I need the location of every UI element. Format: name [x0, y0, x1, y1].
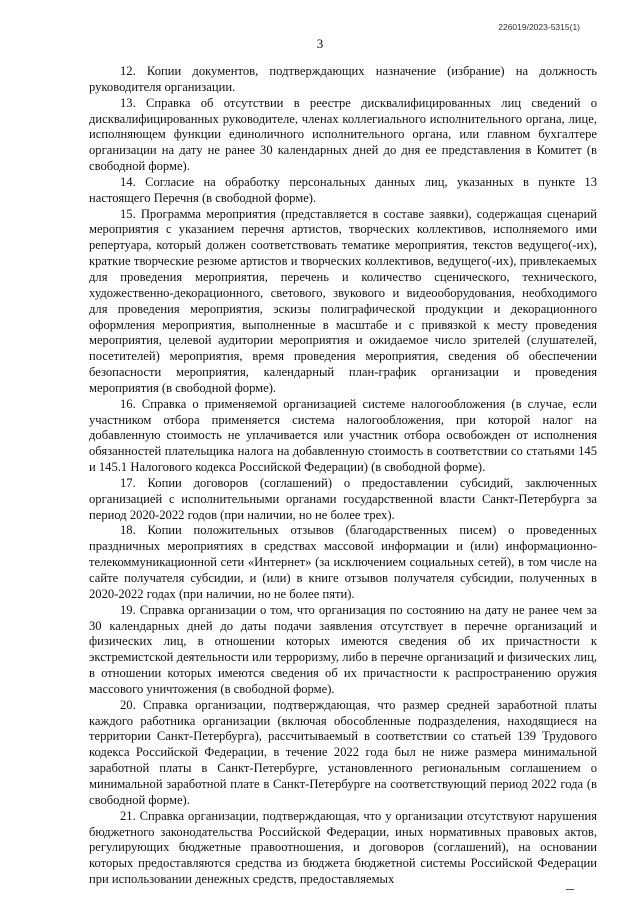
list-item-20: 20. Справка организации, подтверждающая, что размер средней заработной платы каждого работника организации (включая обособленные подразделения, находящиеся на территории Санкт-Петербурга), рассчитываемый в соответствии со статьей 139 Трудового кодекса Российской Федерации, в течение 2022 года был не ниже размера минимальной заработной платы в Санкт-Петербурге, установленного региональным соглашением о минимальной заработной плате в Санкт-Петербурге на соответствующий период 2022 года (в свободной форме). — [89, 697, 597, 807]
list-item-16: 16. Справка о применяемой организацией системе налогообложения (в случае, если участником отбора применяется система налогообложения, при которой налог на добавленную стоимость не уплачивается или участник отбора освобожден от исполнения обязанностей плательщика налога на добавленную стоимость в соответствии со статьями 145 и 145.1 Налогового кодекса Российской Федерации) (в свободной форме). — [89, 396, 597, 475]
list-item-12: 12. Копии документов, подтверждающих назначение (избрание) на должность руководителя организации. — [89, 64, 597, 94]
list-item-18: 18. Копии положительных отзывов (благодарственных писем) о проведенных праздничных мероприятиях в средствах массовой информации и (или) информационно-телекоммуникационной сети «Интернет» (за исключением социальных сетей), в том числе на сайте получателя субсидии, и (или) в книге отзывов получателя субсидии, полученных в 2020-2022 годах (при наличии, но не более пяти). — [89, 523, 597, 601]
list-item-17: 17. Копии договоров (соглашений) о предоставлении субсидий, заключенных организацией с исполнительными органами государственной власти Санкт-Петербурга за период 2020-2022 годов (при наличии, но не более трех). — [89, 475, 597, 522]
document-id: 226019/2023-5315(1) — [498, 22, 580, 32]
list-item-13: 13. Справка об отсутствии в реестре дисквалифицированных лиц сведений о дисквалифицированных руководителе, членах коллегиального исполнительного органа, лице, исполняющем функции единоличного исполнительного органа, или главном бухгалтере организации на дату не ранее 30 календарных дней до дня ее представления в Комитет (в свободной форме). — [89, 95, 597, 174]
list-item-21: 21. Справка организации, подтверждающая, что у организации отсутствуют нарушения бюджетного законодательства Российской Федерации, иных нормативных правовых актов, регулирующих бюджетные правоотношения, и договоров (соглашений), на основании которых предоставляются средства из бюджета бюджетной системы Российской Федерации при использовании денежных средств, предоставляемых — [89, 808, 597, 887]
list-item-14: 14. Согласие на обработку персональных данных лиц, указанных в пункте 13 настоящего Перечня (в свободной форме). — [89, 174, 597, 205]
page-number: 3 — [316, 36, 324, 51]
scan-mark — [566, 889, 574, 890]
list-item-19: 19. Справка организации о том, что организация по состоянию на дату не ранее чем за 30 календарных дней до даты подачи заявления отсутствует в перечне организаций и физических лиц, в отношении которых имеются сведения об их причастности к экстремистской деятельности или терроризму, либо в перечне организаций и физических лиц, в отношении которых имеются сведения об их причастности к распространению оружия массового уничтожения (в свободной форме). — [89, 602, 597, 696]
list-item-15: 15. Программа мероприятия (представляется в составе заявки), содержащая сценарий мероприятия с указанием перечня артистов, творческих коллективов, исполняемого ими репертуара, который должен соответствовать тематике мероприятия, текстов ведущего(-их), краткие творческие резюме артистов и творческих коллективов, ведущего(-их), привлекаемых для проведения мероприятия, перечень и количество сценического, технического, художественно-декорационного, светового, звукового и видеооборудования, необходимого для проведения мероприятия, эскизы полиграфической продукции и декорационного оформления мероприятия, выполненные в масштабе и с привязкой к месту проведения мероприятия, целевой аудитории мероприятия и ожидаемое число зрителей (слушателей, посетителей) мероприятия, время проведения мероприятия, сведения об обеспечении безопасности мероприятия, календарный план-график организации и проведения мероприятия (в свободной форме). — [89, 206, 597, 395]
document-body — [89, 64, 597, 888]
